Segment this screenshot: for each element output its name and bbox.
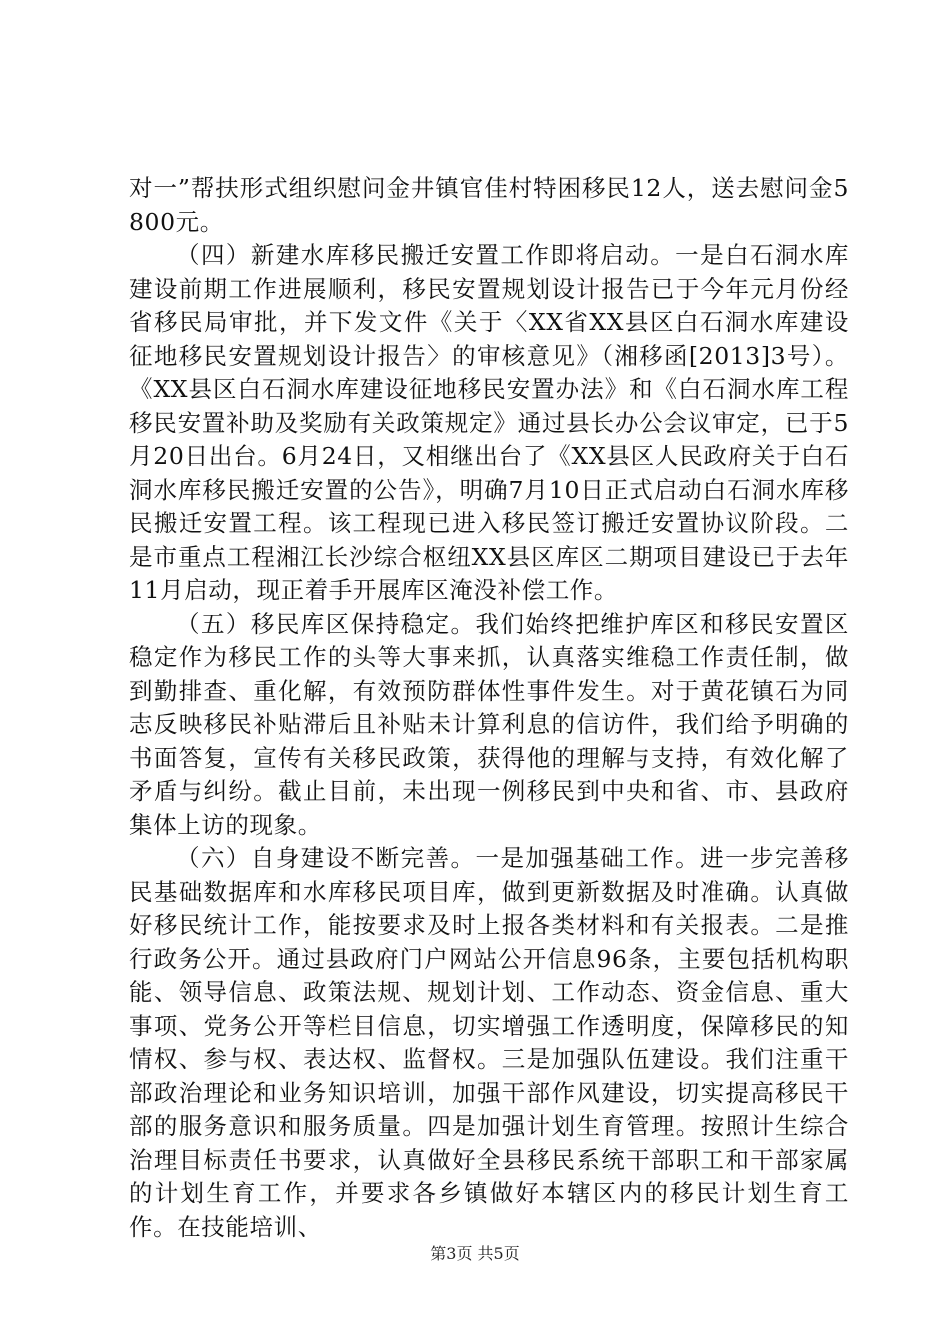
paragraph-section-5: （五）移民库区保持稳定。我们始终把维护库区和移民安置区稳定作为移民工作的头等大事来抓，认真落实维稳工作责任制，做到勤排查、重化解，有效预防群体性事件发生。对于黄花镇石为同志反映移民补贴滞后且补贴未计算利息的信访件，我们给予明确的书面答复，宣传有关移民政策，获得他的理解与支持，有效化解了矛盾与纠纷。截止目前，未出现一例移民到中央和省、市、县政府集体上访的现象。: [129, 609, 849, 839]
document-body: [129, 172, 849, 1244]
paragraph-continuation: 对一”帮扶形式组织慰问金井镇官佳村特困移民12人，送去慰问金5800元。: [129, 174, 849, 236]
paragraph-section-6: （六）自身建设不断完善。一是加强基础工作。进一步完善移民基础数据库和水库移民项目库，做到更新数据及时准确。认真做好移民统计工作，能按要求及时上报各类材料和有关报表。二是推行政务公开。通过县政府门户网站公开信息96条，主要包括机构职能、领导信息、政策法规、规划计划、工作动态、资金信息、重大事项、党务公开等栏目信息，切实增强工作透明度，保障移民的知情权、参与权、表达权、监督权。三是加强队伍建设。我们注重干部政治理论和业务知识培训，加强干部作风建设，切实提高移民干部的服务意识和服务质量。四是加强计划生育管理。按照计生综合治理目标责任书要求，认真做好全县移民系统干部职工和干部家属的计划生育工作，并要求各乡镇做好本辖区内的移民计划生育工作。在技能培训、: [129, 844, 849, 1241]
page-number-footer: 第3页 共5页: [430, 1244, 520, 1263]
paragraph-section-4: （四）新建水库移民搬迁安置工作即将启动。一是白石洞水库建设前期工作进展顺利，移民安置规划设计报告已于今年元月份经省移民局审批，并下发文件《关于〈XX省XX县区白石洞水库建设征地移民安置规划设计报告〉的审核意见》（湘移函[2013]3号）。《XX县区白石洞水库建设征地移民安置办法》和《白石洞水库工程移民安置补助及奖励有关政策规定》通过县长办公会议审定，已于5月20日出台。6月24日，又相继出台了《XX县区人民政府关于白石洞水库移民搬迁安置的公告》，明确7月10日正式启动白石洞水库移民搬迁安置工程。该工程现已进入移民签订搬迁安置协议阶段。二是市重点工程湘江长沙综合枢纽XX县区库区二期项目建设已于去年11月启动，现正着手开展库区淹没补偿工作。: [129, 241, 849, 604]
